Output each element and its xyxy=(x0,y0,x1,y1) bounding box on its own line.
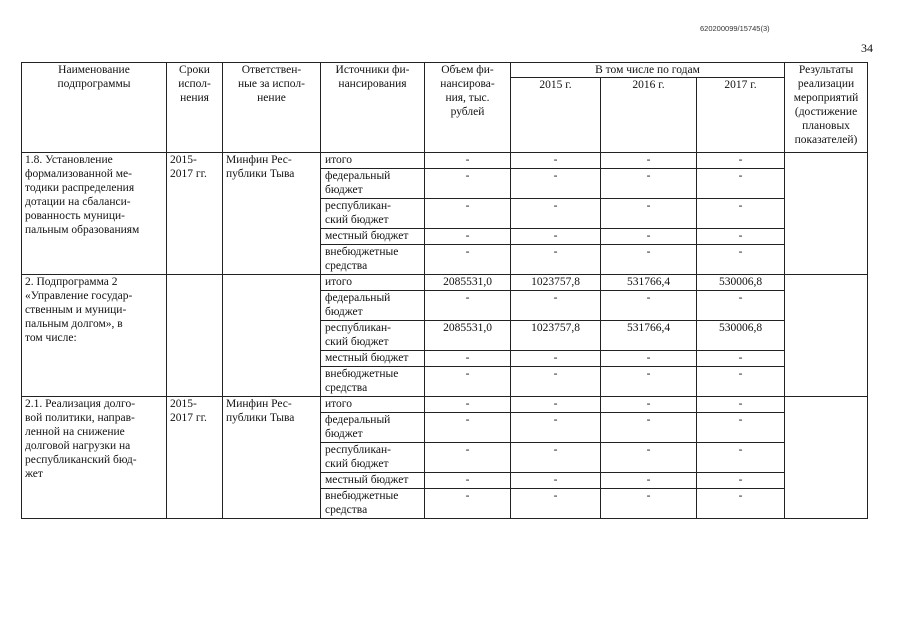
year-2017-value: - xyxy=(697,413,785,443)
funding-source: федеральный бюджет xyxy=(321,413,425,443)
header-year-2017: 2017 г. xyxy=(697,78,785,153)
header-terms: Сроки испол- нения xyxy=(167,63,223,153)
header-year-2016: 2016 г. xyxy=(601,78,697,153)
year-2017-value: - xyxy=(697,443,785,473)
responsible-executor xyxy=(223,275,321,397)
year-2016-value: - xyxy=(601,245,697,275)
volume-value: 2085531,0 xyxy=(425,275,511,291)
year-2016-value: - xyxy=(601,291,697,321)
year-2017-value: 530006,8 xyxy=(697,275,785,291)
funding-source: внебюджетные средства xyxy=(321,245,425,275)
volume-value: - xyxy=(425,291,511,321)
execution-terms xyxy=(167,275,223,397)
header-sources: Источники фи- нансирования xyxy=(321,63,425,153)
year-2017-value: - xyxy=(697,489,785,519)
execution-terms: 2015- 2017 гг. xyxy=(167,397,223,519)
header-results: Результаты реализации мероприятий (достижение плановых показателей) xyxy=(785,63,868,153)
volume-value: - xyxy=(425,397,511,413)
subprogram-name: 2. Подпрограмма 2 «Управление государ- ственным и муници- пальным долгом», в том числе: xyxy=(22,275,167,397)
year-2017-value: - xyxy=(697,291,785,321)
year-2015-value: - xyxy=(511,413,601,443)
year-2017-value: - xyxy=(697,397,785,413)
header-row xyxy=(22,63,868,78)
header-volume: Объем фи- нансирова- ния, тыс. рублей xyxy=(425,63,511,153)
funding-source: итого xyxy=(321,397,425,413)
year-2017-value: - xyxy=(697,153,785,169)
header-year-2015: 2015 г. xyxy=(511,78,601,153)
results-cell xyxy=(785,153,868,275)
funding-source: местный бюджет xyxy=(321,351,425,367)
execution-terms: 2015- 2017 гг. xyxy=(167,153,223,275)
funding-source: республикан- ский бюджет xyxy=(321,199,425,229)
year-2015-value: - xyxy=(511,397,601,413)
funding-source: итого xyxy=(321,153,425,169)
year-2015-value: - xyxy=(511,473,601,489)
funding-source: федеральный бюджет xyxy=(321,291,425,321)
year-2016-value: 531766,4 xyxy=(601,321,697,351)
year-2016-value: - xyxy=(601,397,697,413)
header-responsible: Ответствен- ные за испол- нение xyxy=(223,63,321,153)
year-2016-value: - xyxy=(601,489,697,519)
year-2015-value: - xyxy=(511,199,601,229)
year-2017-value: - xyxy=(697,245,785,275)
year-2016-value: - xyxy=(601,367,697,397)
header-by-years: В том числе по годам xyxy=(511,63,785,78)
year-2017-value: - xyxy=(697,169,785,199)
subprogram-name: 2.1. Реализация долго- вой политики, направ- ленной на снижение долговой нагрузки на республиканский бюд- жет xyxy=(22,397,167,519)
volume-value: - xyxy=(425,489,511,519)
table-row xyxy=(22,275,868,291)
volume-value: - xyxy=(425,199,511,229)
funding-source: местный бюджет xyxy=(321,229,425,245)
volume-value: - xyxy=(425,351,511,367)
table-row xyxy=(22,397,868,413)
year-2015-value: - xyxy=(511,245,601,275)
header-name: Наименование подпрограммы xyxy=(22,63,167,153)
year-2016-value: - xyxy=(601,153,697,169)
results-cell xyxy=(785,275,868,397)
document-id: 620200099/15745(3) xyxy=(700,24,770,33)
year-2015-value: - xyxy=(511,169,601,199)
volume-value: - xyxy=(425,473,511,489)
year-2015-value: - xyxy=(511,351,601,367)
year-2015-value: - xyxy=(511,229,601,245)
year-2015-value: 1023757,8 xyxy=(511,321,601,351)
year-2016-value: - xyxy=(601,413,697,443)
volume-value: - xyxy=(425,367,511,397)
year-2017-value: 530006,8 xyxy=(697,321,785,351)
funding-source: республикан- ский бюджет xyxy=(321,443,425,473)
year-2015-value: - xyxy=(511,153,601,169)
funding-source: внебюджетные средства xyxy=(321,367,425,397)
budget-table xyxy=(21,62,868,519)
funding-source: местный бюджет xyxy=(321,473,425,489)
page-number: 34 xyxy=(861,41,873,55)
year-2016-value: - xyxy=(601,229,697,245)
year-2015-value: 1023757,8 xyxy=(511,275,601,291)
responsible-executor: Минфин Рес- публики Тыва xyxy=(223,397,321,519)
subprogram-name: 1.8. Установление формализованной ме- тодики распределения дотации на сбаланси- рованность муници- пальным образованиям xyxy=(22,153,167,275)
volume-value: - xyxy=(425,229,511,245)
funding-source: федеральный бюджет xyxy=(321,169,425,199)
volume-value: - xyxy=(425,443,511,473)
year-2017-value: - xyxy=(697,351,785,367)
year-2017-value: - xyxy=(697,473,785,489)
year-2016-value: - xyxy=(601,351,697,367)
table-row xyxy=(22,153,868,169)
volume-value: - xyxy=(425,413,511,443)
volume-value: - xyxy=(425,153,511,169)
year-2017-value: - xyxy=(697,229,785,245)
year-2016-value: - xyxy=(601,473,697,489)
year-2016-value: - xyxy=(601,169,697,199)
year-2015-value: - xyxy=(511,367,601,397)
funding-source: внебюджетные средства xyxy=(321,489,425,519)
year-2015-value: - xyxy=(511,489,601,519)
volume-value: 2085531,0 xyxy=(425,321,511,351)
year-2016-value: - xyxy=(601,199,697,229)
funding-source: итого xyxy=(321,275,425,291)
volume-value: - xyxy=(425,169,511,199)
year-2016-value: 531766,4 xyxy=(601,275,697,291)
year-2015-value: - xyxy=(511,443,601,473)
volume-value: - xyxy=(425,245,511,275)
year-2017-value: - xyxy=(697,367,785,397)
year-2016-value: - xyxy=(601,443,697,473)
funding-source: республикан- ский бюджет xyxy=(321,321,425,351)
year-2017-value: - xyxy=(697,199,785,229)
results-cell xyxy=(785,397,868,519)
responsible-executor: Минфин Рес- публики Тыва xyxy=(223,153,321,275)
year-2015-value: - xyxy=(511,291,601,321)
